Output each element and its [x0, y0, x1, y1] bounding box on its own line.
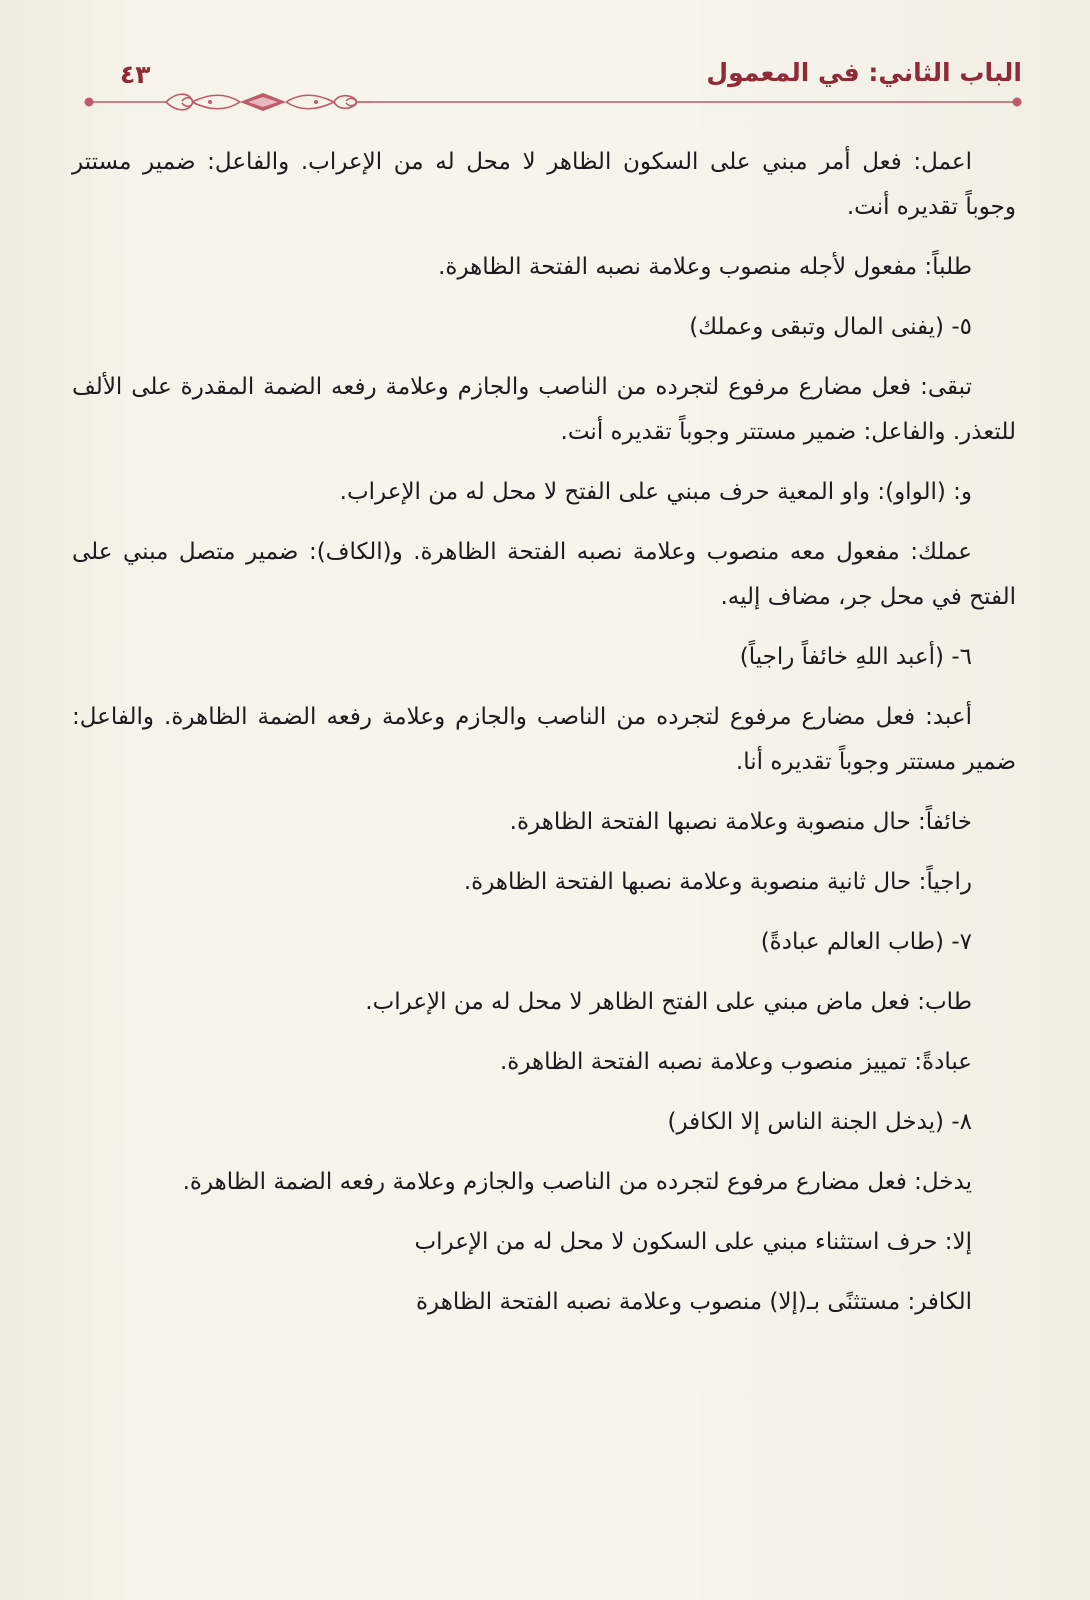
paragraph-p6-continued: الفتح في محل جر، مضاف إليه. — [720, 584, 1016, 610]
paragraph-p4: تبقى: فعل مضارع مرفوع لتجرده من الناصب والجازم وعلامة رفعه الضمة المقدرة على الألف — [72, 374, 972, 400]
page-number: ٤٣ — [120, 60, 151, 89]
paragraph-p9: خائفاً: حال منصوبة وعلامة نصبها الفتحة الظاهرة. — [509, 809, 972, 835]
running-header — [80, 58, 1022, 114]
example-7: ٧- (طاب العالم عبادةً) — [760, 929, 972, 955]
paragraph-p10: راجياً: حال ثانية منصوبة وعلامة نصبها الفتحة الظاهرة. — [463, 869, 972, 895]
paragraph-p12: طاب: فعل ماض مبني على الفتح الظاهر لا محل له من الإعراب. — [365, 989, 972, 1015]
paragraph-p1: اعمل: فعل أمر مبني على السكون الظاهر لا محل له من الإعراب. والفاعل: ضمير مستتر — [72, 149, 972, 175]
paragraph-p5: و: (الواو): واو المعية حرف مبني على الفتح لا محل له من الإعراب. — [339, 479, 972, 505]
paragraph-p17: الكافر: مستثنًى بـ(إلا) منصوب وعلامة نصبه الفتحة الظاهرة — [416, 1289, 972, 1315]
header-ornament-rule — [80, 90, 1022, 114]
paragraph-p15: يدخل: فعل مضارع مرفوع لتجرده من الناصب والجازم وعلامة رفعه الضمة الظاهرة. — [182, 1169, 972, 1195]
paragraph-p16: إلا: حرف استثناء مبني على السكون لا محل له من الإعراب — [414, 1229, 972, 1255]
paragraph-p1-continued: وجوباً تقديره أنت. — [846, 194, 1016, 220]
example-6: ٦- (أعبد اللهِ خائفاً راجياً) — [739, 644, 972, 670]
paragraph-p2: طلباً: مفعول لأجله منصوب وعلامة نصبه الفتحة الظاهرة. — [438, 254, 972, 280]
paragraph-p8-continued: ضمير مستتر وجوباً تقديره أنا. — [735, 749, 1016, 775]
paragraph-p13: عبادةً: تمييز منصوب وعلامة نصبه الفتحة الظاهرة. — [499, 1049, 972, 1075]
example-8: ٨- (يدخل الجنة الناس إلا الكافر) — [667, 1109, 972, 1135]
paragraph-p4-continued: للتعذر. والفاعل: ضمير مستتر وجوباً تقديره أنت. — [560, 419, 1016, 445]
example-5: ٥- (يفنى المال وتبقى وعملك) — [689, 314, 972, 340]
chapter-title: الباب الثاني: في المعمول — [706, 58, 1022, 87]
paragraph-p8: أعبد: فعل مضارع مرفوع لتجرده من الناصب والجازم وعلامة رفعه الضمة الظاهرة. والفاعل: — [72, 704, 972, 730]
page-body — [72, 140, 1016, 1340]
paragraph-p6: عملك: مفعول معه منصوب وعلامة نصبه الفتحة الظاهرة. و(الكاف): ضمير متصل مبني على — [72, 539, 972, 565]
